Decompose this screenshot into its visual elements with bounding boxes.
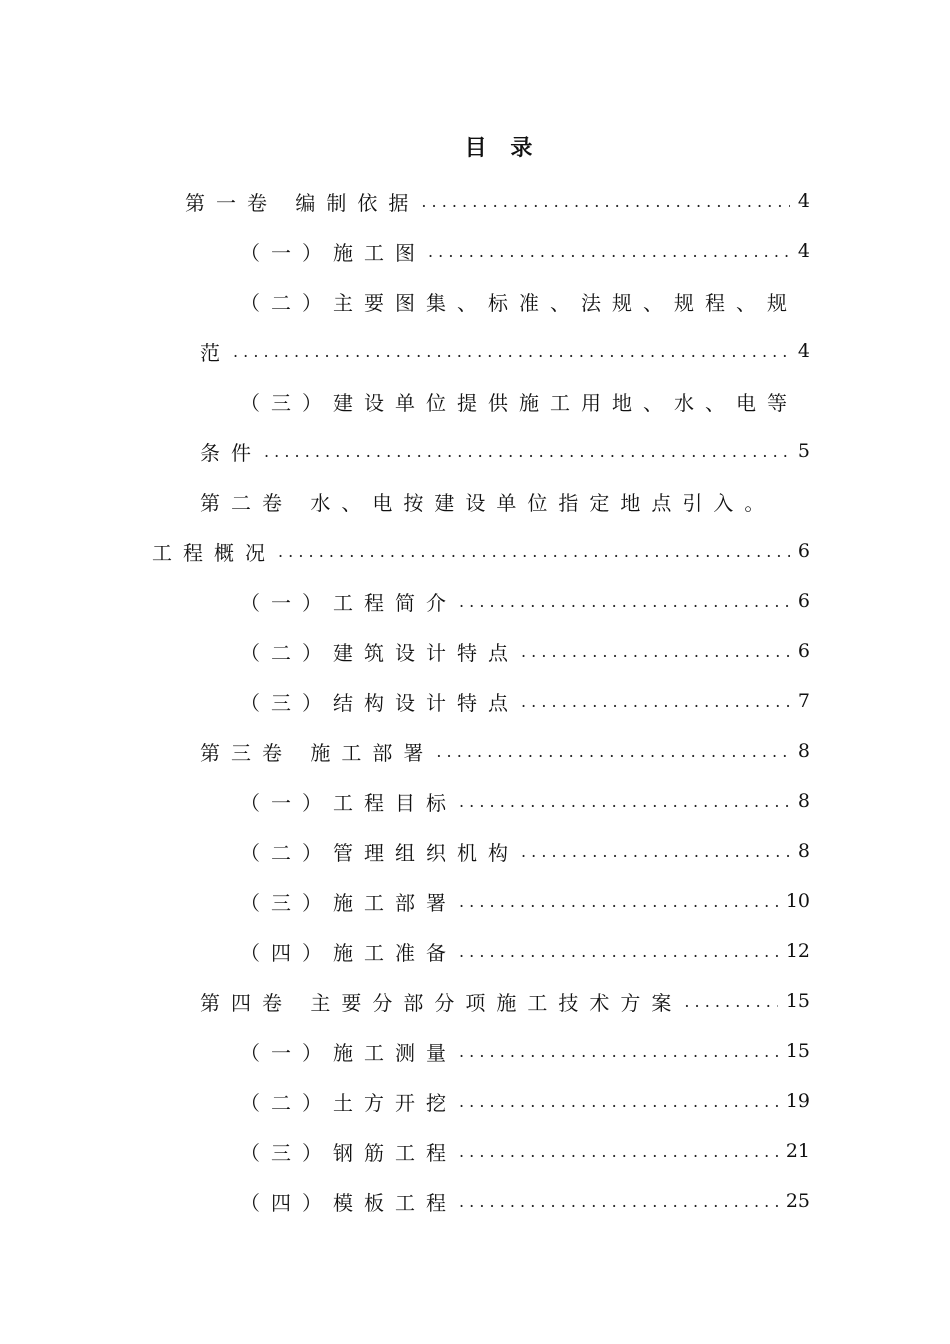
toc-entry[interactable]	[185, 186, 810, 216]
toc-leader-dots	[684, 992, 777, 1011]
toc-entry-label: （三）钢筋工程	[240, 1140, 457, 1165]
toc-entry-label: 范	[200, 340, 231, 365]
toc-entry[interactable]	[200, 436, 810, 466]
toc-leader-dots	[459, 942, 778, 961]
toc-page-number: 6	[797, 540, 810, 562]
toc-page-number: 10	[785, 890, 810, 912]
toc-entry-label: （一）施工图	[240, 240, 426, 265]
toc-entry-label: 工程概况	[152, 540, 276, 565]
toc-entry[interactable]	[152, 536, 810, 566]
toc-entry-label: （一）工程目标	[240, 790, 457, 815]
toc-entry-label: （三）建设单位提供施工用地、水、电等	[240, 390, 798, 415]
toc-leader-dots	[521, 692, 790, 711]
toc-entry[interactable]	[200, 336, 810, 366]
toc-entry-label: 第一卷 编制依据	[185, 190, 420, 215]
toc-page-number: 15	[785, 990, 810, 1012]
toc-page-number: 8	[797, 740, 810, 762]
toc-entry[interactable]	[240, 1086, 810, 1116]
toc-page-number: 25	[785, 1190, 810, 1212]
toc-entry-label: 第四卷 主要分部分项施工技术方案	[200, 990, 683, 1015]
toc-leader-dots	[428, 242, 790, 261]
toc-page-number: 8	[797, 840, 810, 862]
toc-entry-label: （四）施工准备	[240, 940, 457, 965]
toc-entry-continued[interactable]	[240, 286, 820, 316]
toc-entry-continued[interactable]	[240, 386, 820, 416]
toc-entry[interactable]	[240, 1186, 810, 1216]
toc-entry-label: （一）施工测量	[240, 1040, 457, 1065]
toc-leader-dots	[459, 1042, 778, 1061]
toc-entry-label: （二）土方开挖	[240, 1090, 457, 1115]
toc-leader-dots	[264, 442, 790, 461]
toc-page-number: 6	[797, 590, 810, 612]
toc-entry-label: 条件	[200, 440, 262, 465]
toc-entry[interactable]	[240, 636, 810, 666]
toc-leader-dots	[459, 592, 790, 611]
toc-leader-dots	[459, 792, 790, 811]
toc-page-number: 8	[797, 790, 810, 812]
toc-leader-dots	[459, 1092, 778, 1111]
toc-page-number: 4	[797, 240, 810, 262]
toc-page-number: 4	[797, 190, 810, 212]
toc-entry-label: （三）施工部署	[240, 890, 457, 915]
toc-leader-dots	[278, 542, 790, 561]
toc-entry[interactable]	[240, 886, 810, 916]
toc-entry[interactable]	[240, 786, 810, 816]
toc-entry[interactable]	[240, 236, 810, 266]
toc-entry[interactable]	[240, 1036, 810, 1066]
toc-entry-label: 第二卷 水、电按建设单位指定地点引入。	[200, 490, 776, 515]
toc-entry-label: 第三卷 施工部署	[200, 740, 435, 765]
toc-entry-label: （二）主要图集、标准、法规、规程、规	[240, 290, 798, 315]
toc-entry-label: （一）工程简介	[240, 590, 457, 615]
toc-entry[interactable]	[240, 836, 810, 866]
toc-entry[interactable]	[240, 1136, 810, 1166]
toc-entry-label: （四）模板工程	[240, 1190, 457, 1215]
toc-page-number: 5	[797, 440, 810, 462]
toc-leader-dots	[459, 1142, 778, 1161]
toc-entry-label: （二）管理组织机构	[240, 840, 519, 865]
toc-entry-continued[interactable]	[200, 486, 820, 516]
toc-entry[interactable]	[240, 686, 810, 716]
toc-leader-dots	[521, 642, 790, 661]
toc-entry-label: （二）建筑设计特点	[240, 640, 519, 665]
toc-leader-dots	[421, 192, 790, 211]
toc-entry[interactable]	[240, 586, 810, 616]
toc-leader-dots	[459, 1192, 778, 1211]
toc-entry[interactable]	[200, 736, 810, 766]
toc-title: 目 录	[464, 135, 541, 161]
toc-entry-label: （三）结构设计特点	[240, 690, 519, 715]
toc-page-number: 15	[785, 1040, 810, 1062]
toc-leader-dots	[436, 742, 790, 761]
toc-page-number: 21	[785, 1140, 810, 1162]
toc-page-number: 7	[797, 690, 810, 712]
toc-leader-dots	[521, 842, 790, 861]
toc-page-number: 12	[785, 940, 810, 962]
toc-entry[interactable]	[200, 986, 810, 1016]
toc-page-number: 4	[797, 340, 810, 362]
toc-page-number: 6	[797, 640, 810, 662]
toc-leader-dots	[233, 342, 790, 361]
toc-page-number: 19	[785, 1090, 810, 1112]
toc-entry[interactable]	[240, 936, 810, 966]
toc-leader-dots	[459, 892, 778, 911]
